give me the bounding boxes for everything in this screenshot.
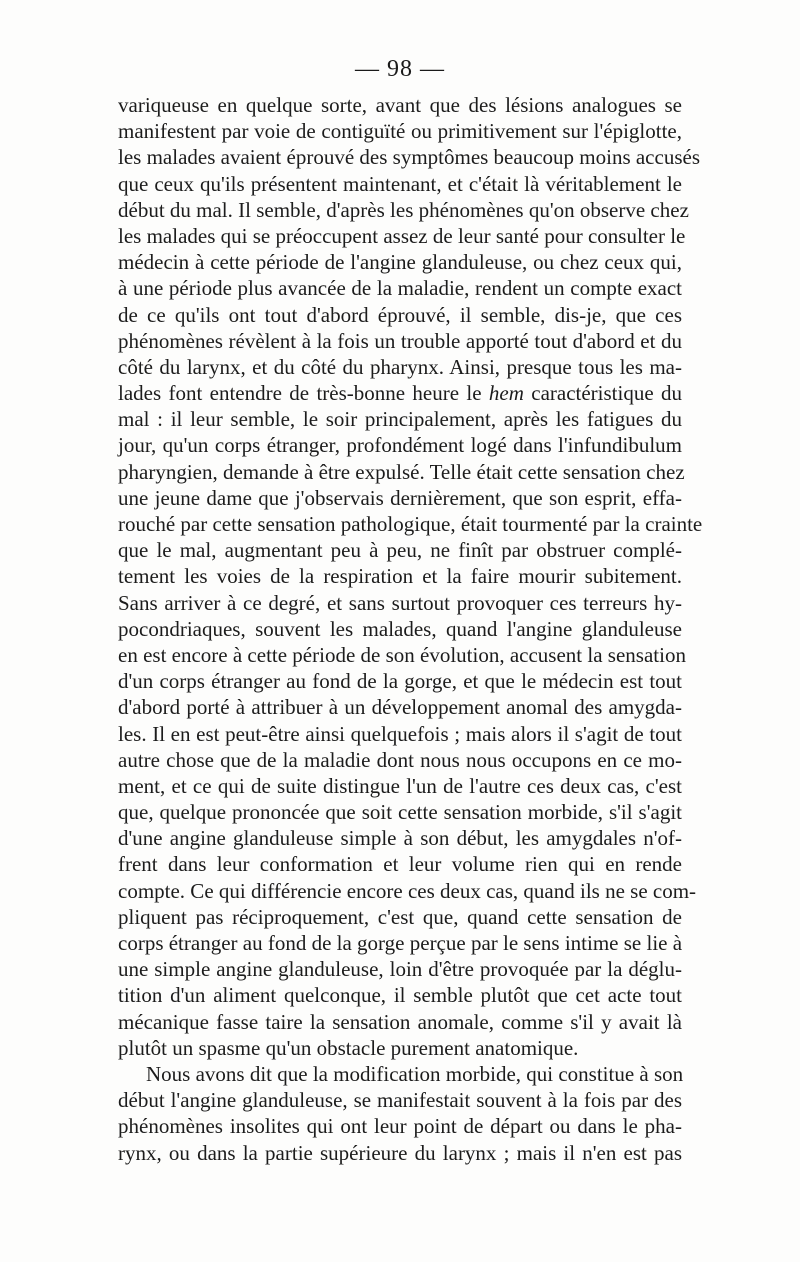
text-line: compte. Ce qui différencie encore ces deux cas, quand ils ne se com- xyxy=(118,878,697,903)
text-line: phénomènes révèlent à la fois un trouble apporté tout d'abord et du xyxy=(118,328,682,353)
text-line: que ceux qu'ils présentent maintenant, et c'était là véritablement le xyxy=(118,171,682,196)
text-line: d'abord porté à attribuer à un développement anomal des amygda- xyxy=(118,695,682,720)
text-line: phénomènes insolites qui ont leur point de départ ou dans le pha- xyxy=(118,1114,682,1139)
text-line: ment, et ce qui de suite distingue l'un de l'autre ces deux cas, c'est xyxy=(118,773,682,798)
text-segment: lades font entendre de très-bonne heure le xyxy=(118,381,482,406)
text-line: en est encore à cette période de son évolution, accusent la sensation xyxy=(118,642,686,667)
text-line: début du mal. Il semble, d'après les phénomènes qu'on observe chez xyxy=(118,197,689,222)
emphasized-word: hem xyxy=(488,381,524,406)
body-text xyxy=(118,92,703,1166)
text-line: début l'angine glanduleuse, se manifestait souvent à la fois par des xyxy=(118,1088,682,1113)
text-line: rynx, ou dans la partie supérieure du larynx ; mais il n'en est pas xyxy=(118,1140,682,1165)
text-line: mécanique fasse taire la sensation anomale, comme s'il y avait là xyxy=(118,1009,682,1034)
text-line: tition d'un aliment quelconque, il semble plutôt que cet acte tout xyxy=(118,983,682,1008)
paragraph-start-line: Nous avons dit que la modification morbide, qui constitue à son xyxy=(146,1061,684,1086)
text-line: une jeune dame que j'observais dernièrement, que son esprit, effa- xyxy=(118,485,682,510)
text-line: mal : il leur semble, le soir principalement, après les fatigues du xyxy=(118,407,682,432)
text-line: que, quelque prononcée que soit cette sensation morbide, s'il s'agit xyxy=(118,800,682,825)
text-line: autre chose que de la maladie dont nous nous occupons en ce mo- xyxy=(118,747,682,772)
text-line: côté du larynx, et du côté du pharynx. Ainsi, presque tous les ma- xyxy=(118,354,682,379)
text-line: de ce qu'ils ont tout d'abord éprouvé, il semble, dis-je, que ces xyxy=(118,302,682,327)
text-line: d'un corps étranger au fond de la gorge, et que le médecin est tout xyxy=(118,669,682,694)
text-line: pocondriaques, souvent les malades, quand l'angine glanduleuse xyxy=(118,616,682,641)
text-line: les malades qui se préoccupent assez de leur santé pour consulter le xyxy=(118,223,686,248)
text-line: rouché par cette sensation pathologique, était tourmenté par la crainte xyxy=(118,512,703,536)
text-line: à une période plus avancée de la maladie, rendent un compte exact xyxy=(118,276,682,301)
text-line: pharyngien, demande à être expulsé. Telle était cette sensation chez xyxy=(118,459,685,484)
text-line: les. Il en est peut-être ainsi quelquefois ; mais alors il s'agit de tout xyxy=(118,721,682,746)
text-line: pliquent pas réciproquement, c'est que, quand cette sensation de xyxy=(118,904,682,929)
text-line: manifestent par voie de contiguïté ou primitivement sur l'épiglotte, xyxy=(118,119,682,144)
text-line: les malades avaient éprouvé des symptômes beaucoup moins accusés xyxy=(118,145,700,170)
text-line: médecin à cette période de l'angine glanduleuse, ou chez ceux qui, xyxy=(118,250,682,275)
text-line: tement les voies de la respiration et la faire mourir subitement. xyxy=(118,564,682,589)
page-number: — 98 — xyxy=(355,56,445,82)
text-line: d'une angine glanduleuse simple à son début, les amygdales n'of- xyxy=(118,826,682,851)
text-line: que le mal, augmentant peu à peu, ne finît par obstruer complé- xyxy=(118,538,682,563)
text-line: une simple angine glanduleuse, loin d'être provoquée par la déglu- xyxy=(118,957,682,982)
text-line-with-emphasis xyxy=(118,380,682,406)
text-line: Sans arriver à ce degré, et sans surtout provoquer ces terreurs hy- xyxy=(118,590,682,615)
text-line: frent dans leur conformation et leur volume rien qui en rende xyxy=(118,852,682,877)
text-segment: caractéristique du xyxy=(531,381,683,406)
text-line: corps étranger au fond de la gorge perçue par le sens intime se lie à xyxy=(118,931,683,955)
text-line: variqueuse en quelque sorte, avant que des lésions analogues se xyxy=(118,93,682,117)
text-line: jour, qu'un corps étranger, profondément logé dans l'infundibulum xyxy=(118,433,682,458)
paragraph-end-line: plutôt un spasme qu'un obstacle purement anatomique. xyxy=(118,1035,579,1060)
